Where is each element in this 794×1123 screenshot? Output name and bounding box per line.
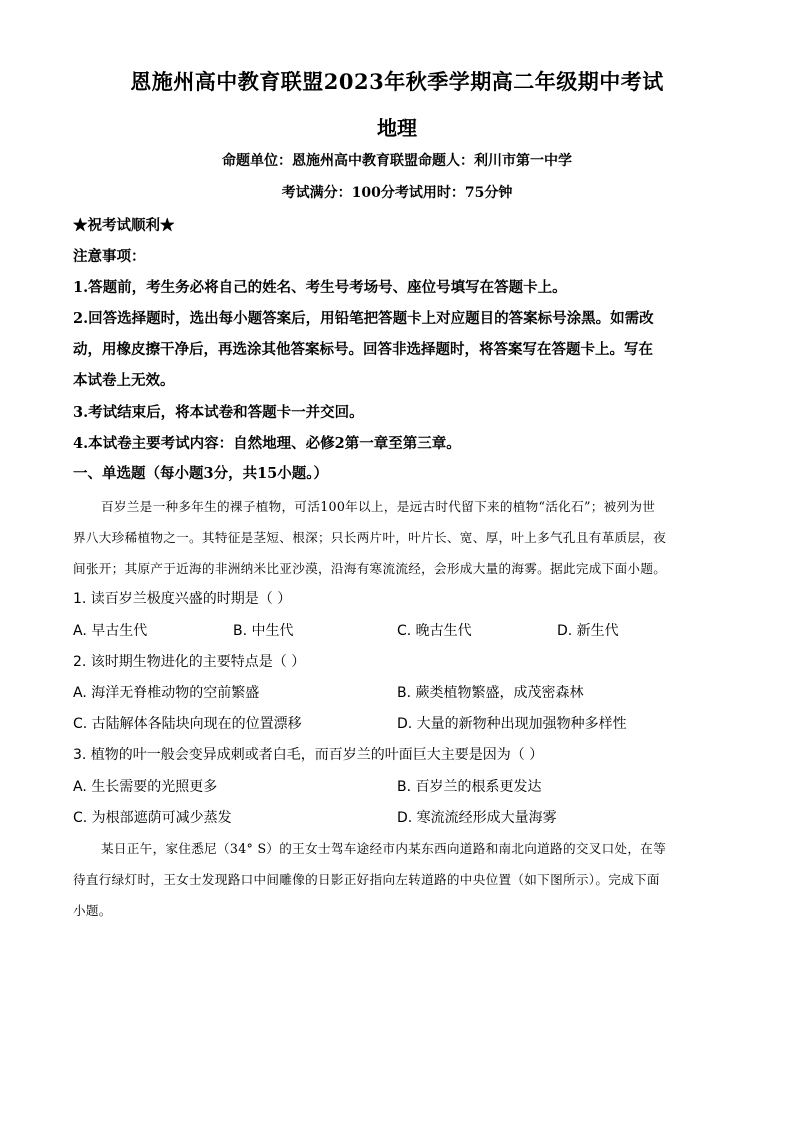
note-item-2-line-2: 动，用橡皮擦干净后，再选涂其他答案标号。回答非选择题时，将答案写在答题卡上。写在: [73, 341, 653, 358]
good-luck-wish: ★祝考试顺利★: [73, 217, 175, 234]
question-1-option-a: A. 早古生代: [73, 623, 148, 639]
question-2-option-b: B. 蕨类植物繁盛，成茂密森林: [397, 685, 584, 701]
score-line: 考试满分：100分考试用时：75分钟: [281, 185, 513, 201]
question-1-stem: 1. 读百岁兰极度兴盛的时期是（ ）: [73, 591, 292, 607]
question-1-option-c: C. 晚古生代: [397, 623, 472, 639]
question-2-option-a: A. 海洋无脊椎动物的空前繁盛: [73, 685, 260, 701]
author-line: 命题单位：恩施州高中教育联盟命题人：利川市第一中学: [222, 153, 572, 169]
note-item-1: 1.答题前，考生务必将自己的姓名、考生号考场号、座位号填写在答题卡上。: [73, 279, 567, 296]
question-3-option-d: D. 寒流流经形成大量海雾: [397, 810, 557, 826]
section-1-heading: 一、单选题（每小题3分，共15小题。）: [73, 465, 329, 482]
passage-1-line-2: 界八大珍稀植物之一。其特征是茎短、根深；只长两片叶，叶片长、宽、厚，叶上多气孔且有革质层，夜: [73, 530, 667, 545]
question-3-stem: 3. 植物的叶一般会变异成刺或者白毛，而百岁兰的叶面巨大主要是因为（ ）: [73, 747, 544, 763]
note-item-2-line-3: 本试卷上无效。: [73, 372, 175, 389]
passage-1-line-3: 间张开；其原产于近海的非洲纳米比亚沙漠，沿海有寒流流经，会形成大量的海雾。据此完成下面小题。: [73, 561, 667, 576]
question-2-stem: 2. 该时期生物进化的主要特点是（ ）: [73, 654, 306, 670]
note-item-4: 4.本试卷主要考试内容：自然地理、必修2第一章至第三章。: [73, 435, 461, 452]
question-3-option-a: A. 生长需要的光照更多: [73, 779, 218, 795]
note-item-2-line-1: 2.回答选择题时，选出每小题答案后，用铅笔把答题卡上对应题目的答案标号涂黑。如需改: [73, 310, 654, 327]
notes-heading: 注意事项：: [73, 248, 146, 265]
exam-title: 恩施州高中教育联盟2023年秋季学期高二年级期中考试: [130, 69, 664, 94]
question-2-option-c: C. 古陆解体各陆块向现在的位置漂移: [73, 716, 302, 732]
passage-2-line-3: 小题。: [73, 903, 112, 918]
exam-subject: 地理: [377, 116, 417, 140]
question-3-option-c: C. 为根部遮荫可减少蒸发: [73, 810, 232, 826]
passage-1-line-1: 百岁兰是一种多年生的裸子植物，可活100年以上，是远古时代留下来的植物“活化石”；被列为世: [101, 499, 656, 514]
question-2-option-d: D. 大量的新物种出现加强物种多样性: [397, 716, 627, 732]
note-item-3: 3.考试结束后，将本试卷和答题卡一并交回。: [73, 404, 364, 421]
question-1-option-b: B. 中生代: [233, 623, 294, 639]
passage-2-line-1: 某日正午，家住悉尼（34° S）的王女士驾车途经市内某东西向道路和南北向道路的交叉口处，在等: [101, 841, 667, 856]
passage-2-line-2: 待直行绿灯时，王女士发现路口中间雕像的日影正好指向左转道路的中央位置（如下图所示）。完成下面: [73, 872, 660, 887]
question-3-option-b: B. 百岁兰的根系更发达: [397, 779, 542, 795]
question-1-option-d: D. 新生代: [557, 623, 619, 639]
